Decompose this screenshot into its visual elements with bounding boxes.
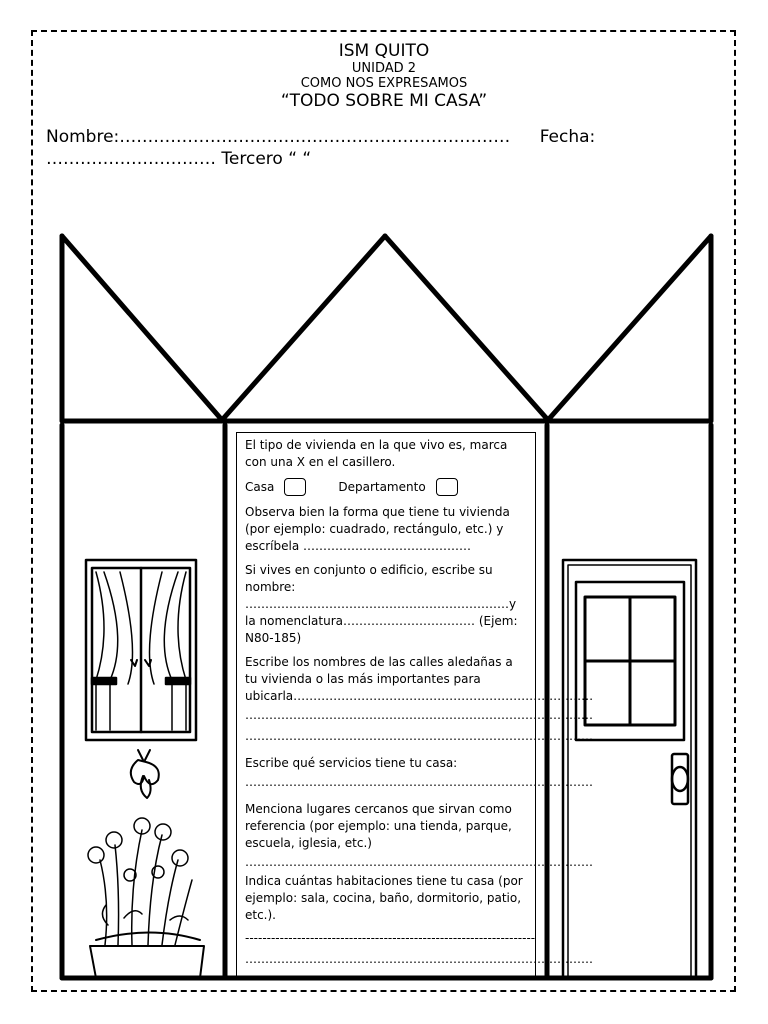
house-option-label: Casa xyxy=(245,479,275,494)
question-services: Escribe qué servicios tiene tu casa: xyxy=(245,756,458,770)
apartment-option-label: Departamento xyxy=(338,479,426,494)
house-checkbox[interactable] xyxy=(284,478,306,496)
flower-pot xyxy=(88,750,204,978)
apartment-checkbox[interactable] xyxy=(436,478,458,496)
answer-line[interactable]: ------------------------------------------------------------------- xyxy=(245,931,536,945)
question-dwelling-type: El tipo de vivienda en la que vivo es, marca con una X en el casillero. xyxy=(245,438,508,469)
question-building-name: Si vives en conjunto o edificio, escribe su nombre: …………………………………………………………y la nomenclatura…………………………… (Ejem: N80-185) xyxy=(245,563,518,645)
answer-line[interactable]: …………………………………………………………………………… xyxy=(245,708,593,722)
school-name: ISM QUITO xyxy=(338,41,430,61)
question-references: Menciona lugares cercanos que sirvan como referencia (por ejemplo: una tienda, parque, escuela, iglesia, etc.) xyxy=(245,802,512,850)
answer-line[interactable]: …………………………………………………………………………… xyxy=(245,775,593,789)
question-shape: Observa bien la forma que tiene tu vivienda (por ejemplo: cuadrado, rectángulo, etc.) y escríbela …………………………………… xyxy=(245,505,510,553)
unit-label: UNIDAD 2 xyxy=(351,61,417,76)
answer-line[interactable]: …………………………………………………………………………… xyxy=(245,729,593,743)
answer-line[interactable]: …………………………………………………………………………… xyxy=(245,952,593,966)
grade-field[interactable]: ………………………… Tercero “ “ xyxy=(46,149,312,169)
answer-line[interactable]: …………………………………………………………………………… xyxy=(245,855,593,869)
worksheet-title: “TODO SOBRE MI CASA” xyxy=(280,91,488,111)
door xyxy=(563,560,696,978)
question-rooms: Indica cuántas habitaciones tiene tu casa (por ejemplo: sala, cocina, baño, dormitorio, patio, etc.). xyxy=(245,874,523,922)
questions-panel xyxy=(236,432,594,977)
date-field[interactable]: Fecha: xyxy=(539,127,596,147)
roof xyxy=(62,236,711,421)
theme-label: COMO NOS EXPRESAMOS xyxy=(300,76,468,91)
name-field[interactable]: Nombre:…………………………………………………………… xyxy=(46,127,511,147)
dwelling-type-choices xyxy=(245,476,527,498)
window xyxy=(86,560,196,740)
question-streets: Escribe los nombres de las calles aledañas a tu vivienda o las más importantes para ubicarla………………………………………………………………… xyxy=(245,655,594,703)
